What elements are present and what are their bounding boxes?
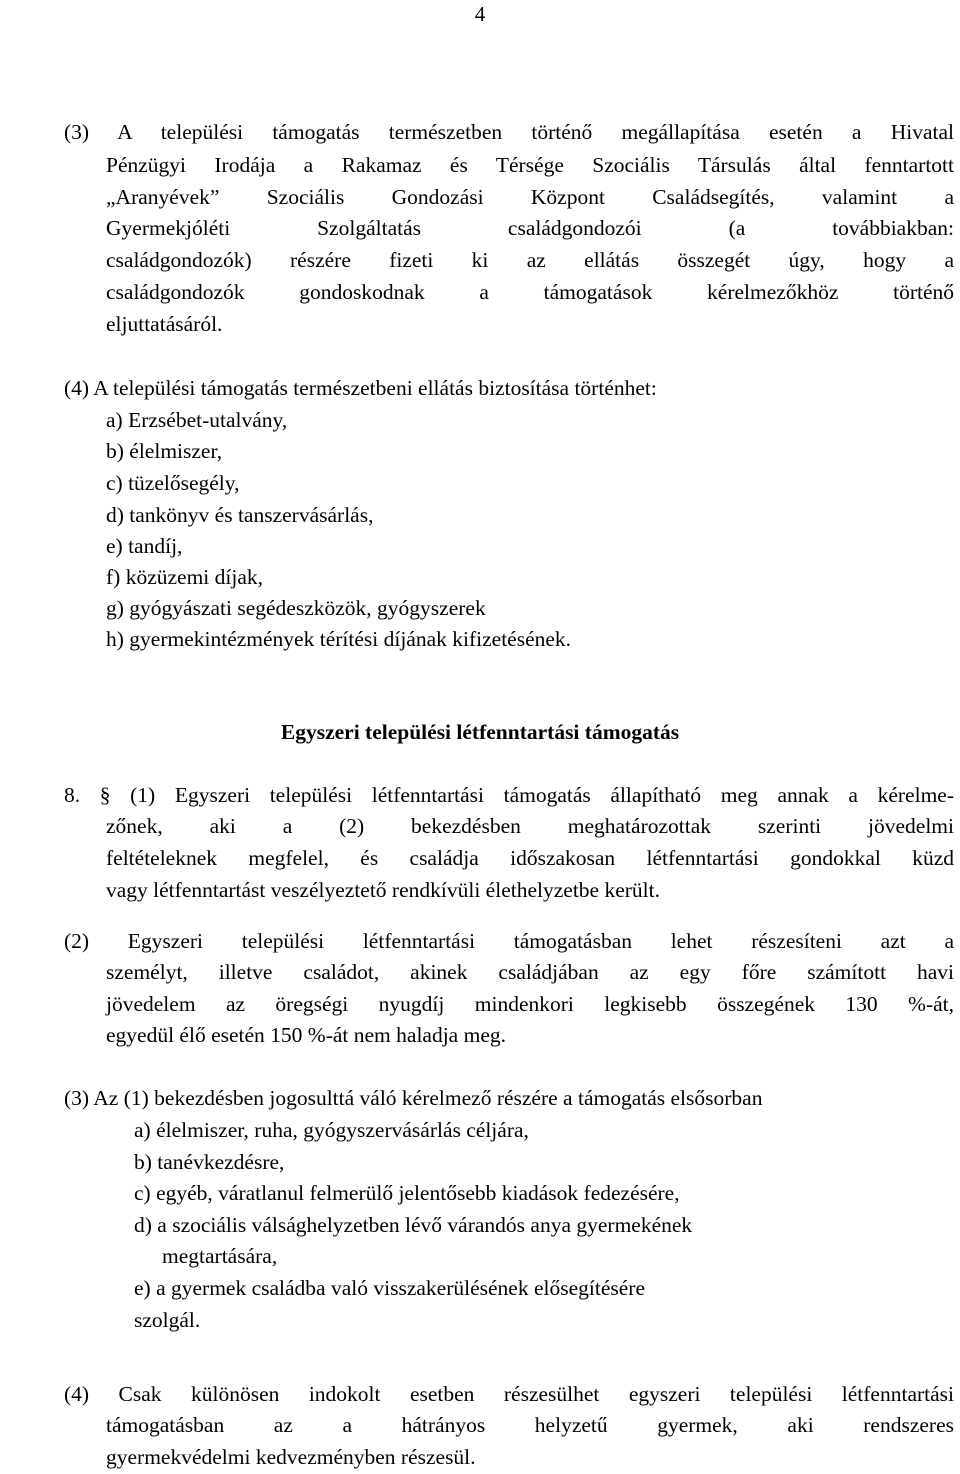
list-item: b) tanévkezdésre, bbox=[134, 1150, 285, 1174]
paragraph-intro: (4) A települési támogatás természetbeni ellátás biztosítása történhet: bbox=[64, 376, 657, 400]
list-item: a) élelmiszer, ruha, gyógyszervásárlás céljára, bbox=[134, 1118, 529, 1142]
list-item: g) gyógyászati segédeszközök, gyógyszerek bbox=[106, 596, 486, 620]
list-item: d) tankönyv és tanszervásárlás, bbox=[106, 503, 374, 527]
list-item: c) tüzelősegély, bbox=[106, 471, 240, 495]
paragraph-line: (4) Csak különösen indokolt esetben részesülhet egyszeri települési létfenntartási bbox=[64, 1382, 954, 1406]
paragraph-line: (2) Egyszeri települési létfenntartási támogatásban lehet részesíteni azt a bbox=[64, 929, 954, 953]
page-number: 4 bbox=[474, 2, 486, 26]
paragraph-line: családgondozók) részére fizeti ki az ellátás összegét úgy, hogy a bbox=[106, 248, 954, 272]
paragraph-line: támogatásban az a hátrányos helyzetű gyermek, aki rendszeres bbox=[106, 1413, 954, 1437]
paragraph-intro: (3) Az (1) bekezdésben jogosulttá váló kérelmező részére a támogatás elsősorban bbox=[64, 1086, 763, 1110]
paragraph-line: Gyermekjóléti Szolgáltatás családgondozói (a továbbiakban: bbox=[106, 216, 954, 240]
paragraph-line: (3) A települési támogatás természetben történő megállapítása esetén a Hivatal bbox=[64, 120, 954, 144]
list-item: b) élelmiszer, bbox=[106, 439, 223, 463]
list-item: a) Erzsébet-utalvány, bbox=[106, 408, 288, 432]
list-item: e) tandíj, bbox=[106, 534, 183, 558]
paragraph-line: Pénzügyi Irodája a Rakamaz és Térsége Szociális Társulás által fenntartott bbox=[106, 153, 954, 177]
list-item: d) a szociális válsághelyzetben lévő várandós anya gyermekének bbox=[134, 1213, 693, 1237]
list-item-continuation: megtartására, bbox=[162, 1244, 278, 1268]
list-item: e) a gyermek családba való visszakerülésének elősegítésére bbox=[134, 1276, 645, 1300]
list-item: szolgál. bbox=[134, 1308, 201, 1332]
paragraph-line: 8. § (1) Egyszeri települési létfenntartási támogatás állapítható meg annak a kérelme- bbox=[64, 783, 954, 807]
paragraph-line: eljuttatásáról. bbox=[106, 312, 223, 336]
paragraph-line: zőnek, aki a (2) bekezdésben meghatározottak szerinti jövedelmi bbox=[106, 814, 954, 838]
list-item: h) gyermekintézmények térítési díjának kifizetésének. bbox=[106, 627, 572, 651]
paragraph-line: családgondozók gondoskodnak a támogatások kérelmezőkhöz történő bbox=[106, 280, 954, 304]
paragraph-line: személyt, illetve családot, akinek családjában az egy főre számított havi bbox=[106, 960, 954, 984]
paragraph-line: feltételeknek megfelel, és családja időszakosan létfenntartási gondokkal küzd bbox=[106, 846, 954, 870]
paragraph-line: egyedül élő esetén 150 %-át nem haladja meg. bbox=[106, 1023, 506, 1047]
paragraph-line: vagy létfenntartást veszélyeztető rendkívüli élethelyzetbe került. bbox=[106, 878, 660, 902]
list-item: c) egyéb, váratlanul felmerülő jelentősebb kiadások fedezésére, bbox=[134, 1181, 680, 1205]
paragraph-line: gyermekvédelmi kedvezményben részesül. bbox=[106, 1445, 476, 1469]
section-heading: Egyszeri települési létfenntartási támogatás bbox=[280, 720, 680, 744]
paragraph-line: jövedelem az öregségi nyugdíj mindenkori legkisebb összegének 130 %-át, bbox=[106, 992, 954, 1016]
paragraph-line: „Aranyévek” Szociális Gondozási Központ Családsegítés, valamint a bbox=[106, 185, 954, 209]
list-item: f) közüzemi díjak, bbox=[106, 565, 264, 589]
